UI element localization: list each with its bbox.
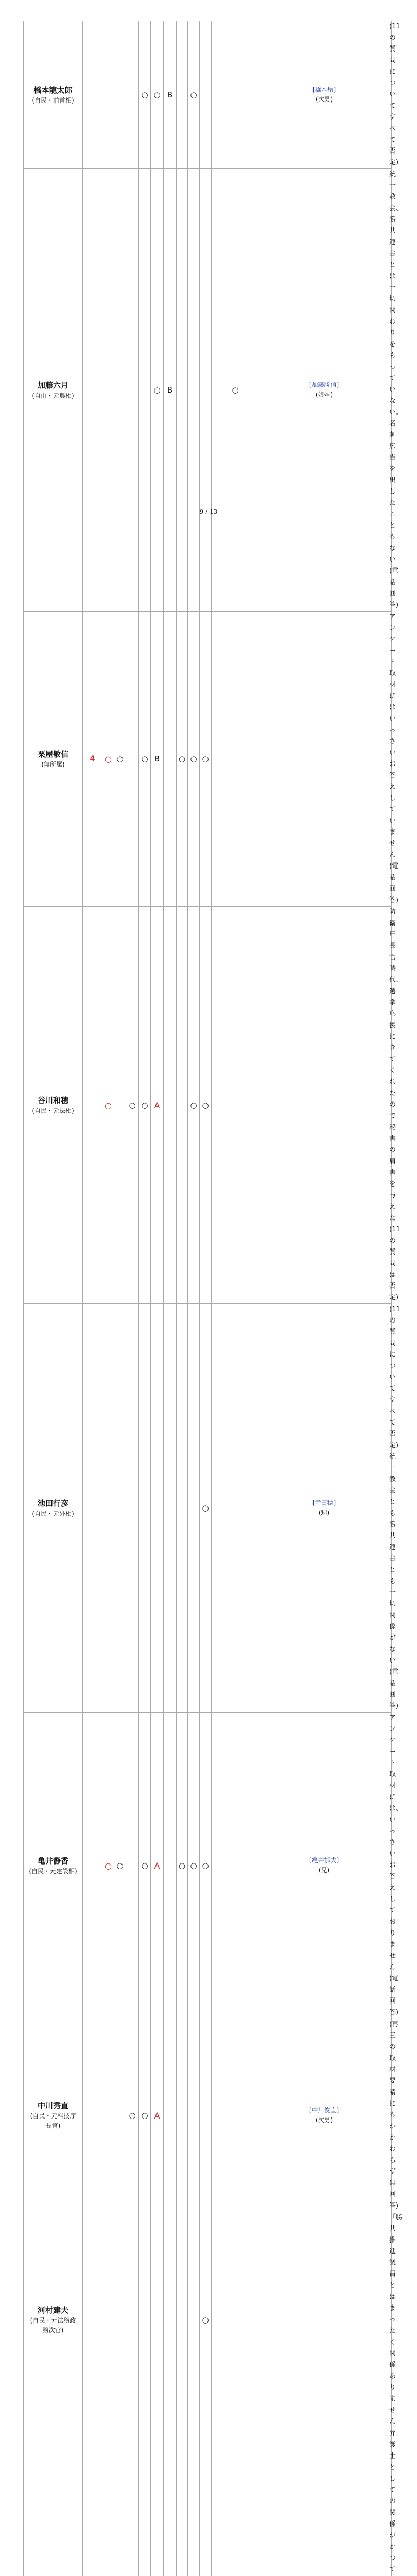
comment-line: もっていない。名刺広告を出したことも bbox=[389, 350, 391, 543]
party-affiliation: (自民・元法務政 bbox=[24, 2316, 82, 2326]
mark-cell bbox=[126, 1304, 139, 1713]
comment-line: (再三の取材要請にもかかわらず無回 bbox=[389, 2019, 391, 2200]
party-affiliation: (自民・元法相) bbox=[24, 1106, 82, 1116]
mark-cell bbox=[164, 612, 177, 907]
mark-cell bbox=[177, 1304, 188, 1713]
mark-cell bbox=[114, 2212, 126, 2428]
party-affiliation: (自民・元科技庁 bbox=[24, 2111, 82, 2121]
comment-line: 弁護士としての関係がかつて bbox=[389, 2428, 391, 2576]
mark-cell: ○ bbox=[151, 169, 164, 612]
relative-relation: (兄) bbox=[259, 1866, 389, 1875]
mark-cell bbox=[164, 1713, 177, 2019]
comment-cell bbox=[389, 2019, 392, 2212]
mark-cell: B bbox=[151, 612, 164, 907]
comment-line: (11の質問は否定) bbox=[389, 1224, 391, 1303]
mark-cell bbox=[114, 169, 126, 612]
mark-cell: ○ bbox=[139, 21, 151, 169]
mark-cell: ○ bbox=[102, 612, 114, 907]
politician-name: 中川秀直 bbox=[24, 2100, 82, 2111]
mark-cell: B bbox=[164, 169, 177, 612]
comment-cell bbox=[389, 169, 392, 612]
mark-cell bbox=[200, 169, 212, 612]
comment-cell bbox=[389, 1304, 392, 1713]
mark-cell: ○ bbox=[151, 21, 164, 169]
mark-cell: A bbox=[151, 2019, 164, 2212]
mark-cell bbox=[139, 1304, 151, 1713]
mark-cell: B bbox=[164, 21, 177, 169]
mark-cell bbox=[126, 612, 139, 907]
mark-cell bbox=[200, 2019, 212, 2212]
table-row bbox=[24, 169, 392, 612]
relative-name: [亀井郁夫] bbox=[259, 1856, 389, 1866]
score-cell: 4 bbox=[83, 612, 102, 907]
relative-cell bbox=[259, 1304, 389, 1713]
party-affiliation: (自民・元建設相) bbox=[24, 1867, 82, 1876]
party-affiliation: (無所属) bbox=[24, 760, 82, 770]
comment-line: 防衛庁長官時代、選挙応援にきてくれ bbox=[389, 907, 391, 1088]
mark-cell bbox=[114, 907, 126, 1304]
politician-name-cell bbox=[24, 1304, 83, 1713]
mark-cell: ○ bbox=[200, 1304, 212, 1713]
relative-name: [寺田稔] bbox=[259, 1498, 389, 1508]
mark-cell bbox=[151, 1304, 164, 1713]
mark-cell: ○ bbox=[200, 612, 212, 907]
table-row bbox=[24, 1304, 392, 1713]
mark-cell bbox=[102, 2019, 114, 2212]
mark-cell: ○ bbox=[139, 907, 151, 1304]
politician-name-cell bbox=[24, 21, 83, 169]
comment-line: 「勝共推進議員」とはまったく関係あり bbox=[389, 2212, 391, 2394]
mark-cell bbox=[212, 1713, 259, 2019]
mark-cell bbox=[177, 21, 188, 169]
mark-cell bbox=[212, 21, 259, 169]
mark-cell bbox=[164, 1304, 177, 1713]
score-cell bbox=[83, 907, 102, 1304]
mark-cell: ○ bbox=[126, 2019, 139, 2212]
mark-cell bbox=[126, 21, 139, 169]
politician-name: 栗屋敏信 bbox=[24, 749, 82, 760]
comment-line: 答) bbox=[389, 2200, 391, 2212]
comment-line: ておりません(電話回答) bbox=[389, 1905, 391, 2019]
mark-cell bbox=[151, 2428, 164, 2576]
score-cell bbox=[83, 169, 102, 612]
relative-relation: (甥) bbox=[259, 1508, 389, 1518]
mark-cell: ○ bbox=[188, 21, 200, 169]
comment-line: (電話回答) bbox=[389, 1667, 391, 1712]
relative-cell bbox=[259, 169, 389, 612]
politician-name-cell bbox=[24, 1713, 83, 2019]
table-row bbox=[24, 2428, 392, 2576]
relative-name: [橋本岳] bbox=[259, 85, 389, 95]
mark-cell bbox=[164, 2019, 177, 2212]
score-cell bbox=[83, 2428, 102, 2576]
mark-cell bbox=[164, 2212, 177, 2428]
mark-cell: ○ bbox=[200, 2212, 212, 2428]
mark-cell bbox=[114, 1304, 126, 1713]
mark-cell bbox=[212, 2019, 259, 2212]
relative-cell bbox=[259, 21, 389, 169]
score-cell bbox=[83, 1713, 102, 2019]
comment-cell bbox=[389, 907, 392, 1304]
mark-cell: ○ bbox=[200, 1713, 212, 2019]
score-cell bbox=[83, 2019, 102, 2212]
comment-line: アンケート取材には、いっさいお答えし bbox=[389, 1713, 391, 1905]
mark-cell bbox=[114, 2428, 126, 2576]
mark-cell bbox=[102, 169, 114, 612]
relative-cell bbox=[259, 907, 389, 1304]
politician-name: 橋本龍太郎 bbox=[24, 84, 82, 96]
mark-cell: ○ bbox=[177, 1713, 188, 2019]
page-number: 9 / 13 bbox=[0, 508, 417, 515]
comment-line: ない(電話回答) bbox=[389, 543, 391, 611]
mark-cell bbox=[102, 2212, 114, 2428]
mark-cell bbox=[164, 2428, 177, 2576]
politician-name-cell bbox=[24, 2428, 83, 2576]
score-cell bbox=[83, 1304, 102, 1713]
mark-cell: ○ bbox=[102, 1713, 114, 2019]
party-affiliation: 長官) bbox=[24, 2121, 82, 2131]
mark-cell bbox=[177, 907, 188, 1304]
party-affiliation: (自民・前首相) bbox=[24, 96, 82, 106]
politician-name: 亀井静香 bbox=[24, 1855, 82, 1867]
mark-cell: ○ bbox=[188, 907, 200, 1304]
relative-cell bbox=[259, 1713, 389, 2019]
comment-cell bbox=[389, 1713, 392, 2019]
mark-cell bbox=[212, 1304, 259, 1713]
mark-cell bbox=[200, 21, 212, 169]
mark-cell bbox=[177, 2428, 188, 2576]
comment-line: (11の質問についてすべて否定)統一 bbox=[389, 1304, 391, 1474]
mark-cell: ○ bbox=[139, 2019, 151, 2212]
mark-cell bbox=[188, 2212, 200, 2428]
comment-line: (11の質問についてすべて否定) bbox=[389, 21, 391, 168]
politician-name-cell bbox=[24, 169, 83, 612]
relative-name: [中川俊直] bbox=[259, 2106, 389, 2115]
mark-cell: A bbox=[151, 907, 164, 1304]
relative-cell bbox=[259, 2428, 389, 2576]
relative-cell bbox=[259, 612, 389, 907]
mark-cell: ○ bbox=[139, 612, 151, 907]
mark-cell bbox=[126, 169, 139, 612]
comment-line: アンケート取材にはいっさいお答えして bbox=[389, 612, 391, 816]
politician-name: 河村建夫 bbox=[24, 2304, 82, 2316]
score-cell bbox=[83, 21, 102, 169]
party-affiliation: 務次官) bbox=[24, 2326, 82, 2335]
mark-cell: ○ bbox=[114, 1713, 126, 2019]
mark-cell: ○ bbox=[188, 612, 200, 907]
mark-cell bbox=[188, 2428, 200, 2576]
comment-cell bbox=[389, 2212, 392, 2428]
mark-cell bbox=[151, 2212, 164, 2428]
mark-cell bbox=[126, 1713, 139, 2019]
mark-cell bbox=[188, 169, 200, 612]
comment-line: 統一教会、勝共連合とは一切関わりを bbox=[389, 169, 391, 350]
comment-line: 教会とも勝共連合とも一切関係がない bbox=[389, 1474, 391, 1667]
comment-cell bbox=[389, 612, 392, 907]
score-cell bbox=[83, 2212, 102, 2428]
comment-line: ません bbox=[389, 2394, 391, 2428]
mark-cell: ○ bbox=[114, 612, 126, 907]
mark-cell bbox=[200, 2428, 212, 2576]
relative-cell bbox=[259, 2212, 389, 2428]
comment-line: たので秘書の肩書を与えた bbox=[389, 1088, 391, 1224]
mark-cell bbox=[177, 2212, 188, 2428]
relative-cell bbox=[259, 2019, 389, 2212]
mark-cell bbox=[102, 1304, 114, 1713]
comment-cell bbox=[389, 2428, 392, 2576]
table-row bbox=[24, 2019, 392, 2212]
table-row bbox=[24, 907, 392, 1304]
table-row bbox=[24, 1713, 392, 2019]
mark-cell bbox=[212, 2428, 259, 2576]
mark-cell bbox=[102, 2428, 114, 2576]
relative-relation: (娘婿) bbox=[259, 390, 389, 400]
mark-cell bbox=[212, 612, 259, 907]
mark-cell: ○ bbox=[126, 907, 139, 1304]
mark-cell: ○ bbox=[177, 612, 188, 907]
mark-cell bbox=[139, 2428, 151, 2576]
politician-name: 池田行彦 bbox=[24, 1498, 82, 1509]
mark-cell bbox=[102, 21, 114, 169]
mark-cell bbox=[212, 907, 259, 1304]
table-row bbox=[24, 612, 392, 907]
politician-name: 加藤六月 bbox=[24, 380, 82, 391]
mark-cell bbox=[114, 2019, 126, 2212]
mark-cell: ○ bbox=[212, 169, 259, 612]
comment-line: いません(電話回答) bbox=[389, 816, 391, 906]
mark-cell: ○ bbox=[102, 907, 114, 1304]
mark-cell bbox=[212, 2212, 259, 2428]
table-row bbox=[24, 2212, 392, 2428]
politician-name: 谷川和穂 bbox=[24, 1095, 82, 1106]
relative-relation: (次男) bbox=[259, 95, 389, 105]
relative-relation: (次男) bbox=[259, 2115, 389, 2125]
mark-cell bbox=[188, 2019, 200, 2212]
party-affiliation: (自由・元農相) bbox=[24, 391, 82, 401]
mark-cell: ○ bbox=[200, 907, 212, 1304]
mark-cell bbox=[188, 1304, 200, 1713]
politician-name-cell bbox=[24, 2019, 83, 2212]
mark-cell bbox=[139, 2212, 151, 2428]
table-row bbox=[24, 21, 392, 169]
mark-cell bbox=[139, 169, 151, 612]
politician-name-cell bbox=[24, 612, 83, 907]
party-affiliation: (自民・元外相) bbox=[24, 1509, 82, 1519]
politician-name-cell bbox=[24, 907, 83, 1304]
mark-cell bbox=[177, 2019, 188, 2212]
mark-cell bbox=[114, 21, 126, 169]
mark-cell: ○ bbox=[188, 1713, 200, 2019]
mark-cell bbox=[164, 907, 177, 1304]
mark-cell: ○ bbox=[139, 1713, 151, 2019]
politician-name-cell bbox=[24, 2212, 83, 2428]
mark-cell bbox=[126, 2428, 139, 2576]
mark-cell bbox=[177, 169, 188, 612]
politician-table bbox=[23, 21, 392, 2576]
comment-cell bbox=[389, 21, 392, 169]
mark-cell: A bbox=[151, 1713, 164, 2019]
relative-name: [加藤勝信] bbox=[259, 380, 389, 390]
mark-cell bbox=[126, 2212, 139, 2428]
